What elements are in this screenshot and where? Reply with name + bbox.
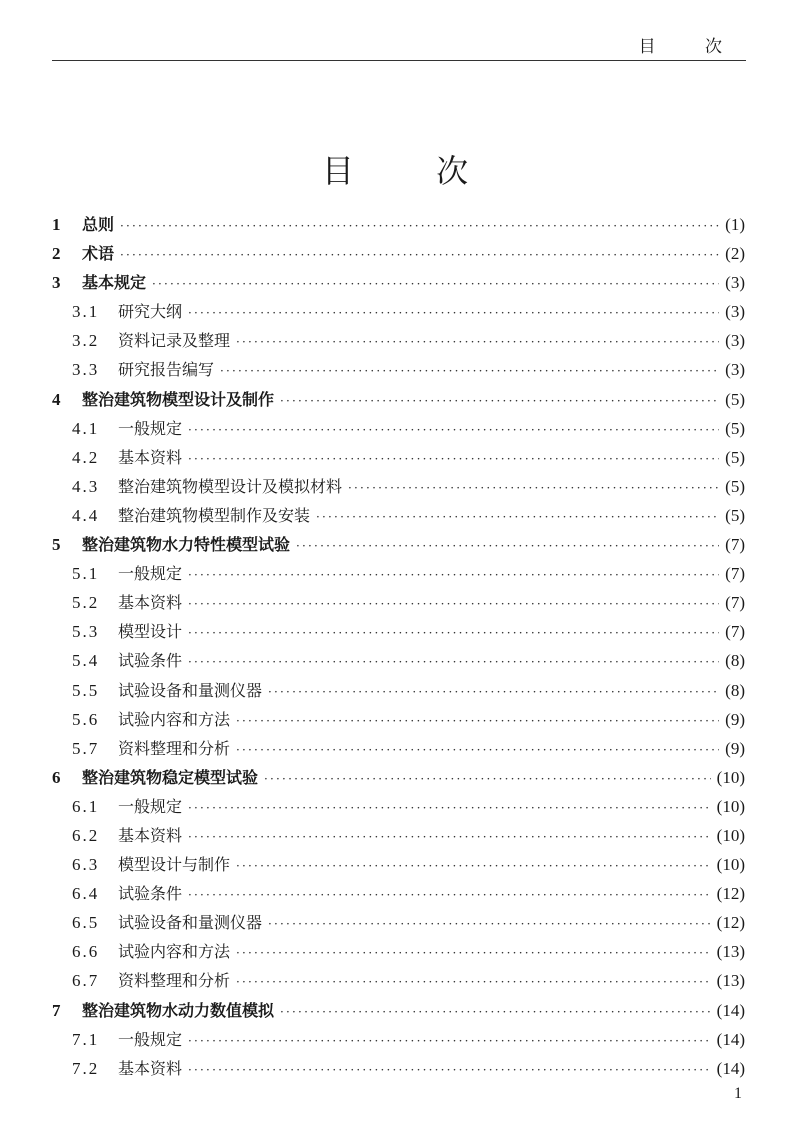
- toc-entry-page: (7): [725, 622, 745, 642]
- toc-entry-number: 6.1: [72, 796, 100, 816]
- dot-leader: [316, 503, 719, 530]
- toc-entry-title: 整治建筑物稳定模型试验: [82, 767, 259, 787]
- toc-entry-title: 模型设计与制作: [118, 855, 231, 875]
- toc-entry[interactable]: [52, 443, 745, 472]
- toc-entry-title: 整治建筑物水力特性模型试验: [82, 535, 291, 555]
- table-of-contents: [52, 210, 745, 1083]
- toc-entry-number: 4.1: [72, 418, 100, 438]
- toc-entry-number: 7.2: [72, 1058, 100, 1078]
- toc-entry[interactable]: [52, 355, 745, 384]
- toc-entry-title: 试验设备和量测仪器: [118, 913, 263, 933]
- toc-entry-page: (3): [725, 273, 745, 293]
- toc-entry-title: 总则: [82, 215, 115, 234]
- toc-entry[interactable]: [52, 501, 745, 530]
- toc-entry-number: 3: [52, 273, 61, 293]
- toc-entry-page: (13): [716, 971, 745, 991]
- toc-entry-number: 4.4: [72, 505, 100, 525]
- toc-entry-title: 基本资料: [118, 593, 183, 613]
- toc-entry-title: 基本资料: [118, 447, 183, 467]
- toc-entry-title: 试验条件: [118, 884, 183, 904]
- toc-entry[interactable]: [52, 763, 745, 792]
- dot-leader: [188, 590, 719, 617]
- dot-leader: [152, 270, 719, 297]
- toc-entry-page: (12): [716, 913, 745, 933]
- toc-entry-page: (7): [725, 564, 745, 584]
- toc-entry-title: 一般规定: [118, 418, 183, 438]
- dot-leader: [188, 1056, 711, 1083]
- toc-entry-title: 整治建筑物水动力数值模拟: [82, 1000, 275, 1020]
- toc-entry-number: 6.2: [72, 825, 100, 845]
- dot-leader: [188, 648, 719, 675]
- dot-leader: [280, 387, 719, 414]
- toc-entry-page: (7): [725, 593, 745, 613]
- toc-entry-title: 基本规定: [82, 273, 147, 293]
- toc-entry-number: 6.6: [72, 942, 100, 962]
- toc-entry[interactable]: [52, 414, 745, 443]
- toc-entry-title: 基本资料: [118, 825, 183, 845]
- dot-leader: [268, 678, 719, 705]
- toc-entry-number: 4.2: [72, 447, 100, 467]
- toc-entry-page: (10): [716, 796, 745, 816]
- toc-entry-number: 5.6: [72, 709, 100, 729]
- toc-entry[interactable]: [52, 1054, 745, 1083]
- toc-entry-title: 整治建筑物模型设计及制作: [82, 389, 275, 409]
- toc-entry-number: 6: [52, 767, 61, 787]
- toc-entry-number: 6.4: [72, 884, 100, 904]
- toc-entry-page: (14): [716, 1058, 745, 1078]
- toc-entry-page: (14): [716, 1000, 745, 1020]
- toc-entry-title: 试验内容和方法: [118, 942, 231, 962]
- toc-entry-page: (5): [725, 476, 745, 496]
- dot-leader: [188, 445, 719, 472]
- toc-entry-page: (2): [725, 244, 745, 264]
- toc-entry-title: 一般规定: [118, 1029, 183, 1049]
- toc-entry-number: 3.3: [72, 360, 100, 380]
- dot-leader: [296, 532, 719, 559]
- toc-entry-page: (12): [716, 884, 745, 904]
- toc-entry-page: (13): [716, 942, 745, 962]
- toc-entry[interactable]: [52, 879, 745, 908]
- dot-leader: [280, 998, 711, 1025]
- dot-leader: [220, 357, 719, 384]
- toc-entry-number: 5: [52, 535, 61, 555]
- toc-entry[interactable]: [52, 530, 745, 559]
- dot-leader: [236, 852, 711, 879]
- toc-entry-page: (3): [725, 360, 745, 380]
- toc-entry[interactable]: [52, 326, 745, 355]
- toc-entry[interactable]: [52, 472, 745, 501]
- dot-leader: [188, 619, 719, 646]
- page-title: 目 次: [321, 152, 505, 190]
- header-rule: [52, 60, 746, 61]
- toc-entry-title: 资料整理和分析: [118, 738, 231, 758]
- toc-entry[interactable]: [52, 588, 745, 617]
- dot-leader: [120, 212, 719, 239]
- toc-entry[interactable]: [52, 734, 745, 763]
- toc-entry[interactable]: [52, 937, 745, 966]
- toc-entry-number: 4: [52, 389, 61, 409]
- toc-entry-page: (9): [725, 709, 745, 729]
- toc-entry[interactable]: [52, 268, 745, 297]
- toc-entry[interactable]: [52, 617, 745, 646]
- toc-entry-title: 研究报告编写: [118, 360, 215, 380]
- toc-entry[interactable]: [52, 385, 745, 414]
- toc-entry-title: 基本资料: [118, 1058, 183, 1078]
- toc-entry-page: (5): [725, 447, 745, 467]
- dot-leader: [236, 736, 719, 763]
- dot-leader: [188, 794, 711, 821]
- dot-leader: [236, 328, 719, 355]
- dot-leader: [264, 765, 711, 792]
- toc-entry-number: 3.1: [72, 302, 100, 322]
- toc-entry-number: 5.3: [72, 622, 100, 642]
- dot-leader: [348, 474, 719, 501]
- toc-entry[interactable]: [52, 297, 745, 326]
- toc-entry-number: 4.3: [72, 476, 100, 496]
- dot-leader: [236, 939, 711, 966]
- toc-entry-page: (14): [716, 1029, 745, 1049]
- toc-entry-page: (1): [725, 215, 745, 234]
- running-head: 目 次: [638, 37, 744, 57]
- toc-entry-number: 6.7: [72, 971, 100, 991]
- toc-entry[interactable]: [52, 559, 745, 588]
- dot-leader: [188, 299, 719, 326]
- toc-entry[interactable]: [52, 646, 745, 675]
- dot-leader: [188, 416, 719, 443]
- dot-leader: [236, 968, 711, 995]
- toc-entry-number: 5.5: [72, 680, 100, 700]
- toc-entry-number: 7.1: [72, 1029, 100, 1049]
- toc-entry-title: 术语: [82, 244, 115, 264]
- toc-entry-page: (10): [716, 855, 745, 875]
- dot-leader: [268, 910, 711, 937]
- toc-entry-number: 5.1: [72, 564, 100, 584]
- toc-entry[interactable]: [52, 850, 745, 879]
- toc-entry-title: 整治建筑物模型设计及模拟材料: [118, 476, 343, 496]
- dot-leader: [188, 1027, 711, 1054]
- toc-entry-page: (10): [716, 825, 745, 845]
- toc-entry-page: (10): [716, 767, 745, 787]
- toc-entry-number: 6.5: [72, 913, 100, 933]
- toc-entry-page: (5): [725, 389, 745, 409]
- toc-entry-title: 资料记录及整理: [118, 331, 231, 351]
- dot-leader: [188, 561, 719, 588]
- page-number: 1: [734, 1085, 742, 1102]
- toc-entry-page: (8): [725, 680, 745, 700]
- toc-entry-number: 5.2: [72, 593, 100, 613]
- toc-entry-number: 1: [52, 215, 61, 234]
- toc-entry-page: (9): [725, 738, 745, 758]
- dot-leader: [236, 707, 719, 734]
- toc-entry-title: 模型设计: [118, 622, 183, 642]
- toc-entry-page: (7): [725, 535, 745, 555]
- toc-entry-title: 一般规定: [118, 796, 183, 816]
- toc-entry-title: 试验条件: [118, 651, 183, 671]
- toc-entry-page: (5): [725, 418, 745, 438]
- toc-entry-title: 研究大纲: [118, 302, 183, 322]
- toc-entry-number: 6.3: [72, 855, 100, 875]
- dot-leader: [188, 823, 711, 850]
- toc-entry-page: (5): [725, 505, 745, 525]
- toc-entry[interactable]: [52, 676, 745, 705]
- toc-entry-page: (3): [725, 331, 745, 351]
- toc-entry-number: 2: [52, 244, 61, 264]
- dot-leader: [188, 881, 711, 908]
- toc-entry[interactable]: [52, 996, 745, 1025]
- toc-entry-number: 7: [52, 1000, 61, 1020]
- toc-entry[interactable]: [52, 966, 745, 995]
- toc-entry-title: 试验设备和量测仪器: [118, 680, 263, 700]
- toc-entry-title: 资料整理和分析: [118, 971, 231, 991]
- toc-entry-number: 5.4: [72, 651, 100, 671]
- toc-entry-title: 一般规定: [118, 564, 183, 584]
- toc-entry-title: 整治建筑物模型制作及安装: [118, 505, 311, 525]
- toc-entry-page: (8): [725, 651, 745, 671]
- toc-entry[interactable]: [52, 908, 745, 937]
- toc-entry-number: 5.7: [72, 738, 100, 758]
- toc-entry-number: 3.2: [72, 331, 100, 351]
- toc-entry[interactable]: [52, 1025, 745, 1054]
- toc-entry[interactable]: [52, 210, 745, 239]
- toc-entry-title: 试验内容和方法: [118, 709, 231, 729]
- toc-entry[interactable]: [52, 239, 745, 268]
- toc-entry[interactable]: [52, 821, 745, 850]
- dot-leader: [120, 241, 719, 268]
- toc-entry[interactable]: [52, 705, 745, 734]
- toc-entry-page: (3): [725, 302, 745, 322]
- toc-entry[interactable]: [52, 792, 745, 821]
